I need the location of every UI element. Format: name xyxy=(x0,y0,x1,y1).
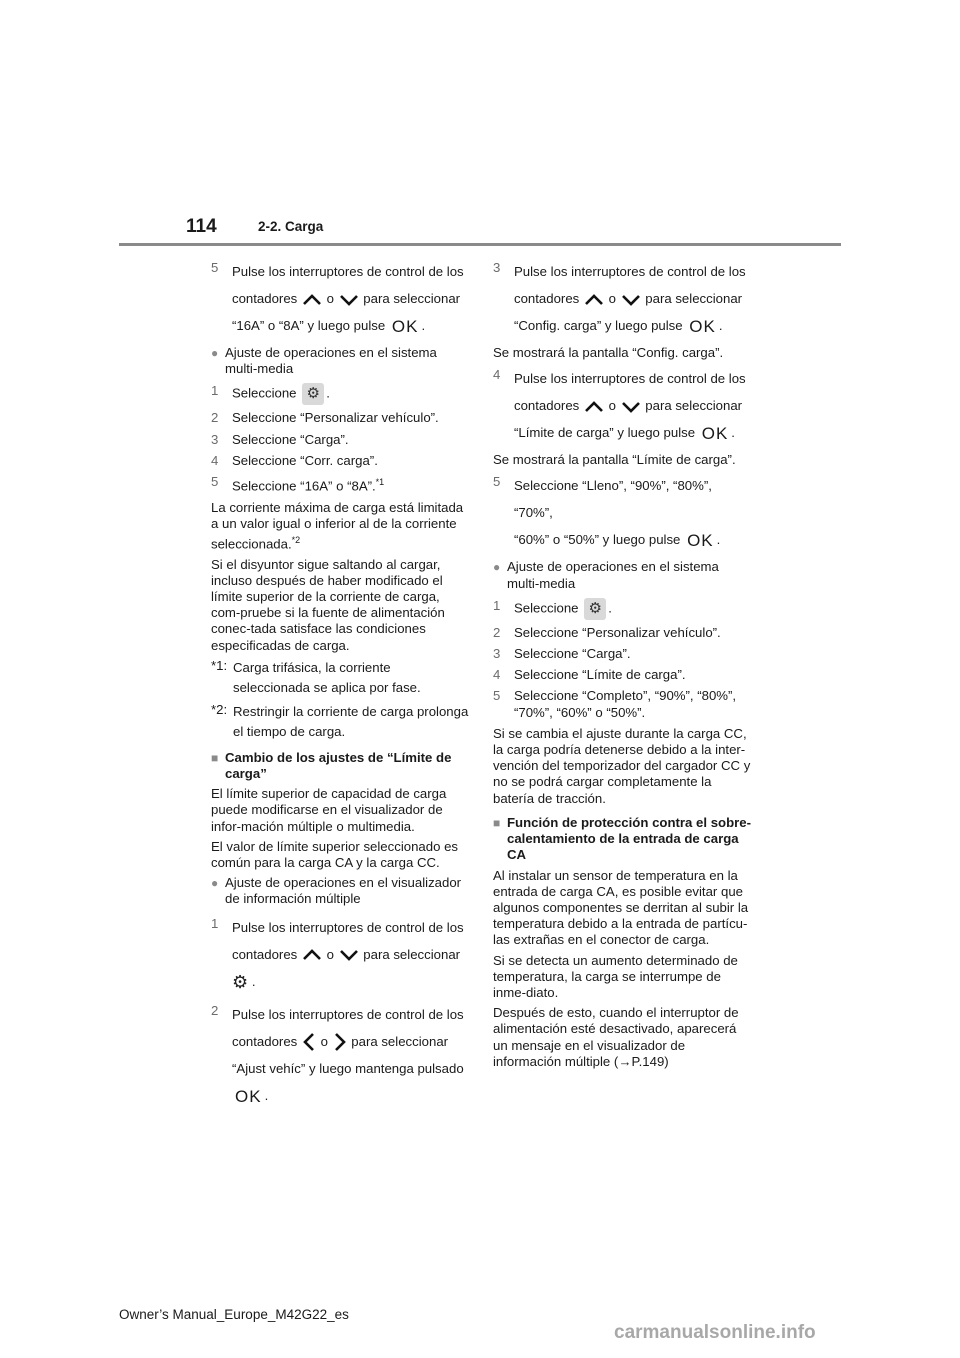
bullet-heading: ● Ajuste de operaciones en el sistema multi-media xyxy=(493,559,719,591)
chevron-left-icon xyxy=(301,1031,317,1053)
watermark: carmanualsonline.info xyxy=(614,1322,816,1343)
chevron-up-icon xyxy=(583,293,605,307)
step-number: 5 xyxy=(211,260,219,275)
step: 5 Pulse los interruptores de control de los contadores o para seleccionar “16A” o “8A” y luego pulse OK . xyxy=(211,258,469,340)
paragraph: La corriente máxima de carga está limitada a un valor igual o inferior al de la corriente seleccionada.$^{*2}$ xyxy=(211,499,464,552)
arrow-right-icon: → xyxy=(618,1053,632,1069)
gear-icon: ⚙ xyxy=(232,971,249,992)
step: 4 Pulse los interruptores de control de los contadores o para seleccionar “Límite de carga” y luego pulse OK . xyxy=(493,365,751,447)
bullet-dot-icon: ● xyxy=(493,560,501,575)
section-title: 2-2. Carga xyxy=(258,219,324,234)
ok-icon: OK xyxy=(689,317,716,337)
paragraph: Después de esto, cuando el interruptor de alimentación esté desactivado, aparecerá un mensaje en el visualizador de información múltiple (→P.149) xyxy=(493,1005,739,1069)
square-bullet-icon: ■ xyxy=(211,750,219,765)
chevron-up-icon xyxy=(301,293,323,307)
section-heading: ■ Cambio de los ajustes de “Límite de carga” xyxy=(211,749,452,782)
header-rule xyxy=(119,243,841,246)
footnote: *2: Restringir la corriente de carga prolonga el tiempo de carga. xyxy=(211,701,469,739)
step: 2 Seleccione “Personalizar vehículo”. xyxy=(493,624,721,640)
paragraph: Se mostrará la pantalla “Config. carga”. xyxy=(493,345,724,361)
ok-icon: OK xyxy=(391,317,419,337)
ok-icon: OK xyxy=(687,531,714,551)
step: 5 Seleccione “16A” o “8A”.$^{*1}$ xyxy=(211,474,385,494)
step: 4 Seleccione “Corr. carga”. xyxy=(211,452,378,468)
paragraph: Si se cambia el ajuste durante la carga CC, la carga podría detenerse debido a la inter-vención del temporizador del cargador CC y no se podrá cargar completamente la batería de tracción. xyxy=(493,725,751,806)
ok-icon: OK xyxy=(701,424,729,444)
page-reference-link[interactable]: P.149) xyxy=(631,1053,669,1069)
square-bullet-icon: ■ xyxy=(493,815,501,830)
step: 1 Seleccione ⚙ . xyxy=(493,598,751,620)
step: 2 Seleccione “Personalizar vehículo”. xyxy=(211,410,439,426)
bullet-dot-icon: ● xyxy=(211,876,219,891)
page-number: 114 xyxy=(186,216,217,237)
step: 3 Seleccione “Carga”. xyxy=(211,431,349,447)
right-column xyxy=(493,258,751,1074)
bullet-dot-icon: ● xyxy=(211,346,219,361)
bullet-heading: ● Ajuste de operaciones en el visualizador de información múltiple xyxy=(211,875,462,907)
footer-text: Owner’s Manual_Europe_M42G22_es xyxy=(119,1307,349,1322)
step: 1 Pulse los interruptores de control de los contadores o para seleccionar ⚙ . xyxy=(211,914,469,996)
chevron-down-icon xyxy=(620,293,642,307)
bullet-heading: ● Ajuste de operaciones en el sistema multi-media xyxy=(211,345,437,377)
ok-icon: OK xyxy=(235,1086,262,1106)
footnote: *1: Carga trifásica, la corriente seleccionada se aplica por fase. xyxy=(211,657,421,695)
step: 5 Seleccione “Completo”, “90%”, “80%”, “70%”, “60%” o “50%”. xyxy=(493,688,737,720)
gear-icon: ⚙ xyxy=(584,598,606,620)
chevron-right-icon xyxy=(332,1031,348,1053)
chevron-up-icon xyxy=(583,400,605,414)
step: 3 Seleccione “Carga”. xyxy=(493,646,631,662)
step-text: Pulse los interruptores de control de los xyxy=(232,264,464,279)
step: 3 Pulse los interruptores de control de los contadores o para seleccionar “Config. carga” y luego pulse OK . xyxy=(493,258,751,340)
paragraph: El valor de límite superior seleccionado es común para la carga CA y la carga CC. xyxy=(211,838,459,871)
chevron-down-icon xyxy=(338,948,360,962)
left-column xyxy=(211,258,469,1115)
paragraph: El límite superior de capacidad de carga puede modificarse en el visualizador de infor-mación múltiple o multimedia. xyxy=(211,786,447,834)
gear-icon: ⚙ xyxy=(302,383,324,405)
step: 4 Seleccione “Límite de carga”. xyxy=(493,667,686,683)
section-heading: ■ Función de protección contra el sobre-calentamiento de la entrada de carga CA xyxy=(493,814,752,863)
paragraph: Se mostrará la pantalla “Límite de carga”. xyxy=(493,452,736,468)
chevron-up-icon xyxy=(301,948,323,962)
step: 2 Pulse los interruptores de control de los contadores o para seleccionar “Ajust vehíc” y luego mantenga pulsado OK . xyxy=(211,1001,469,1110)
paragraph: Si se detecta un aumento determinado de temperatura, la carga se interrumpe de inme-diato. xyxy=(493,952,738,1000)
chevron-down-icon xyxy=(338,293,360,307)
paragraph: Si el disyuntor sigue saltando al cargar, incluso después de haber modificado el límite superior de la corriente de carga, com-pruebe si la fuente de alimentación conec-tada satisface las condiciones especificadas de carga. xyxy=(211,556,445,653)
chevron-down-icon xyxy=(620,400,642,414)
step: 5 Seleccione “Lleno”, “90%”, “80%”, “70%”, “60%” o “50%” y luego pulse OK . xyxy=(493,472,751,554)
step: 1 Seleccione ⚙ . xyxy=(211,383,469,405)
paragraph: Al instalar un sensor de temperatura en la entrada de carga CA, es posible evitar que algunos componentes se derritan al subir la temperatura debido a la entrada de partícu-las extrañas en el conector de carga. xyxy=(493,867,749,948)
